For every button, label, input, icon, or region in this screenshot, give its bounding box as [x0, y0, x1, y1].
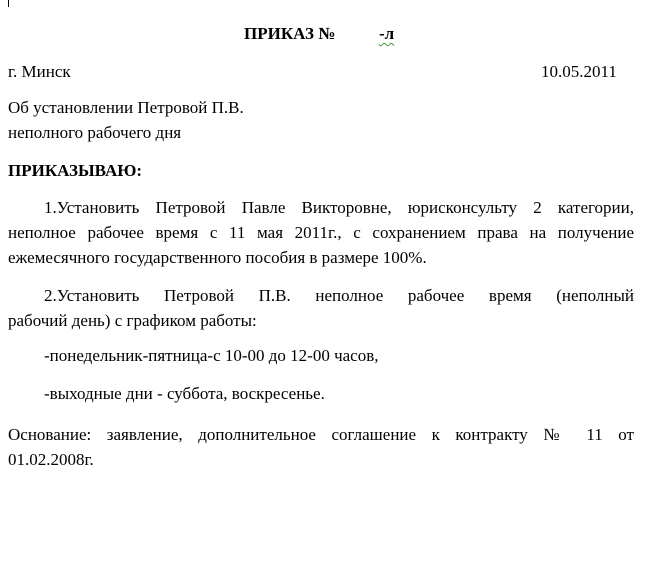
subject-line: неполного рабочего дня	[8, 123, 182, 142]
paragraph-1	[8, 195, 634, 270]
date: 10.05.2011	[541, 62, 617, 81]
title-main: ПРИКАЗ №	[244, 24, 336, 43]
paragraph-line: 2.Установить Петровой П.В. неполное рабочее время (неполный	[44, 286, 634, 305]
paragraph-line: 1.Установить Петровой Павле Викторовне, юрисконсульту 2 категории,	[44, 198, 634, 217]
paragraph-line: Основание: заявление, дополнительное соглашение к контракту № 11 от	[8, 425, 634, 444]
schedule-item-workdays: -понедельник-пятница-с 10-00 до 12-00 часов,	[44, 346, 379, 365]
city: г. Минск	[8, 62, 71, 81]
schedule-item-weekend: -выходные дни - суббота, воскресенье.	[44, 384, 325, 403]
paragraph-line: рабочий день) с графиком работы:	[8, 311, 257, 330]
paragraph-line: ежемесячного государственного пособия в размере 100%.	[8, 248, 427, 267]
order-heading: ПРИКАЗЫВАЮ:	[8, 161, 143, 180]
paragraph-line: неполное рабочее время с 11 мая 2011г., с сохранением права на получение	[8, 223, 634, 242]
text-cursor	[8, 0, 9, 7]
basis-paragraph	[8, 422, 634, 472]
subject	[8, 96, 634, 146]
title-suffix: -л	[379, 24, 395, 43]
subject-line: Об установлении Петровой П.В.	[8, 98, 244, 117]
paragraph-line: 01.02.2008г.	[8, 450, 94, 469]
paragraph-2	[8, 283, 634, 333]
